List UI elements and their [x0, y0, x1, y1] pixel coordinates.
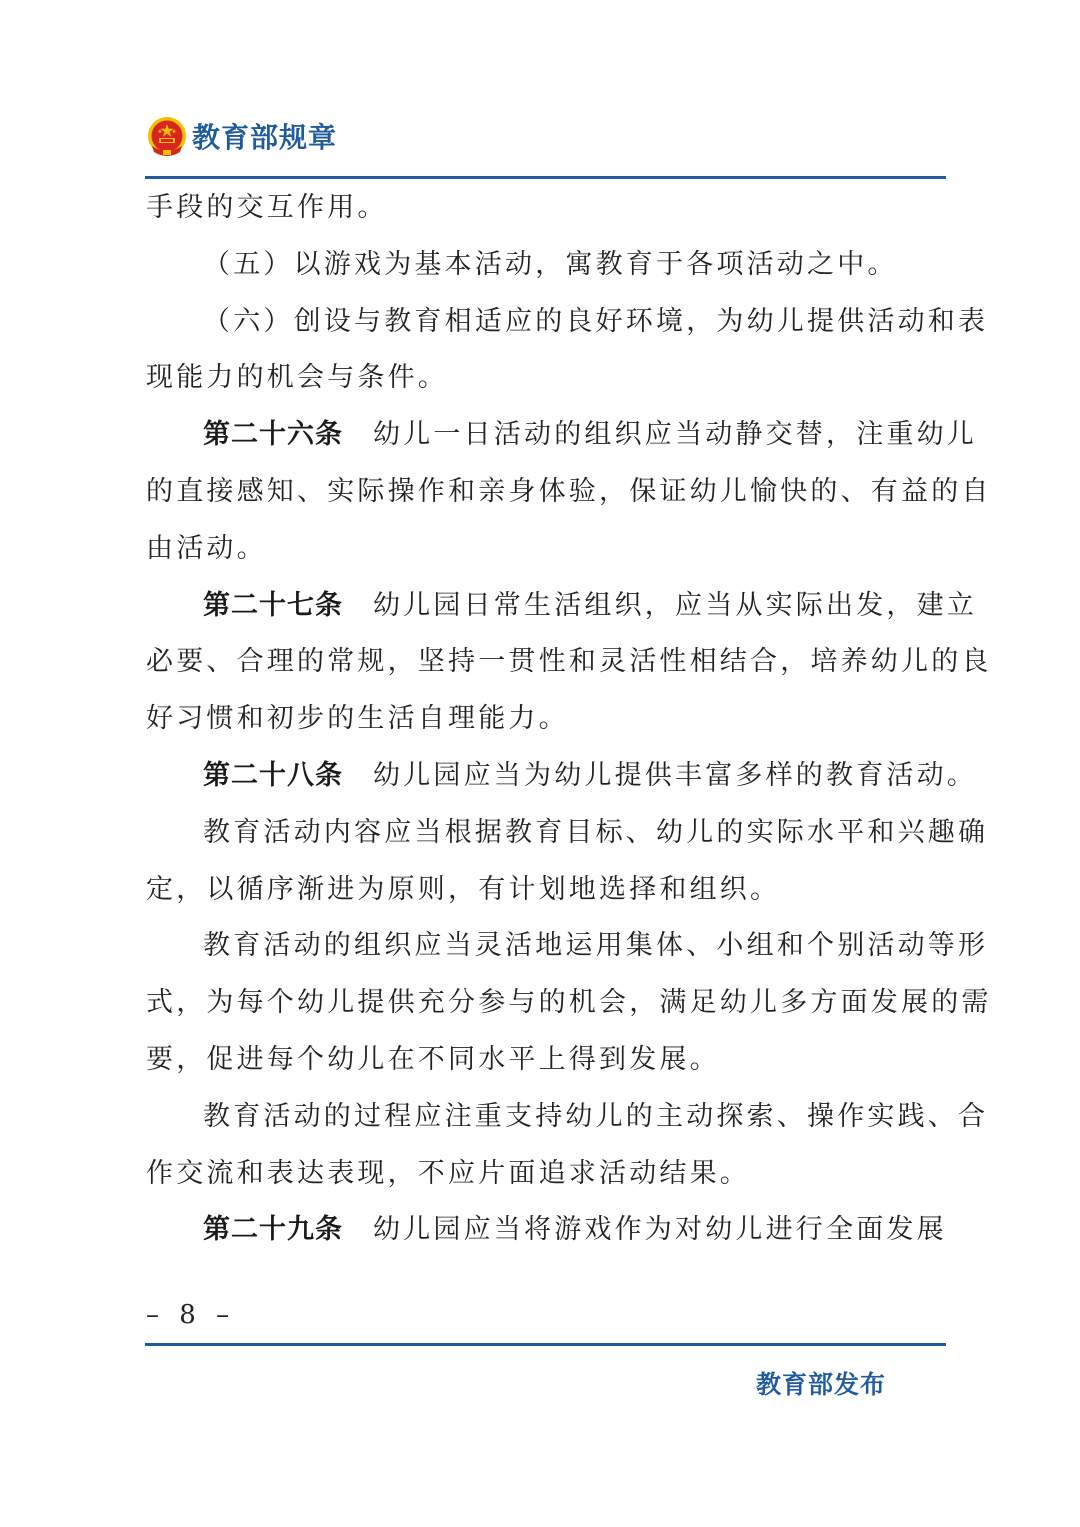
text-line: 教育活动的过程应注重支持幼儿的主动探索、操作实践、合: [203, 1100, 989, 1132]
text-line: （五）以游戏为基本活动，寓教育于各项活动之中。: [203, 248, 898, 280]
text-line: 作交流和表达表现，不应片面追求活动结果。: [146, 1157, 750, 1189]
text-line: 的直接感知、实际操作和亲身体验，保证幼儿愉快的、有益的自: [146, 475, 992, 507]
article-line: 第二十九条 幼儿园应当将游戏作为对幼儿进行全面发展: [203, 1214, 947, 1246]
text-line: 式，为每个幼儿提供充分参与的机会，满足幼儿多方面发展的需: [146, 987, 992, 1019]
text-line: 必要、合理的常规，坚持一贯性和灵活性相结合，培养幼儿的良: [146, 646, 992, 678]
header-divider: [145, 176, 946, 179]
article-line: 第二十八条 幼儿园应当为幼儿提供丰富多样的教育活动。: [203, 759, 977, 791]
text-line: 要，促进每个幼儿在不同水平上得到发展。: [146, 1043, 720, 1075]
footer-divider: [145, 1343, 946, 1346]
text-line: （六）创设与教育相适应的良好环境，为幼儿提供活动和表: [203, 305, 989, 337]
article-number: 第二十六条: [203, 419, 343, 451]
publisher-label: 教育部发布: [756, 1370, 887, 1399]
header-title: 教育部规章: [192, 121, 338, 154]
article-number: 第二十九条: [203, 1214, 343, 1246]
article-line: 第二十六条 幼儿一日活动的组织应当动静交替，注重幼儿: [203, 419, 977, 451]
article-line: 第二十七条 幼儿园日常生活组织，应当从实际出发，建立: [203, 589, 977, 621]
text-line: 现能力的机会与条件。: [146, 362, 448, 394]
text-line: 好习惯和初步的生活自理能力。: [146, 703, 569, 735]
page-number: – 8 –: [146, 1300, 236, 1330]
text-line: 教育活动内容应当根据教育目标、幼儿的实际水平和兴趣确: [203, 816, 989, 848]
national-emblem-icon: [146, 116, 188, 160]
text-line: 定，以循序渐进为原则，有计划地选择和组织。: [146, 873, 781, 905]
text-line: 手段的交互作用。: [146, 192, 388, 223]
article-number: 第二十七条: [203, 589, 343, 621]
article-body: [146, 180, 992, 1259]
article-number: 第二十八条: [203, 759, 343, 791]
text-line: 教育活动的组织应当灵活地运用集体、小组和个别活动等形: [203, 930, 989, 962]
text-line: 由活动。: [146, 532, 267, 564]
page-header: [146, 116, 946, 162]
